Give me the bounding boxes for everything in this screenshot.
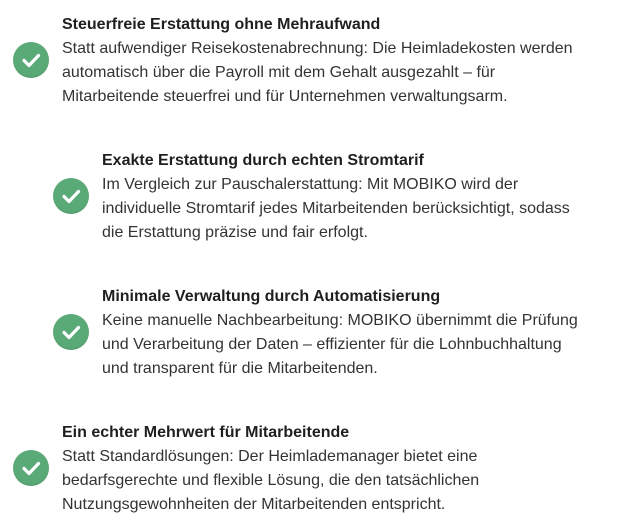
feature-description-line: automatisch über die Payroll mit dem Gehalt ausgezahlt – für	[62, 64, 496, 81]
feature-description	[102, 309, 612, 381]
feature-description-line: individuelle Stromtarif jedes Mitarbeitenden berücksichtigt, sodass	[102, 200, 570, 217]
feature-description-line: bedarfsgerechte und flexible Lösung, die den tatsächlichen	[62, 472, 480, 489]
feature-description-line: und transparent für die Mitarbeitenden.	[102, 360, 378, 377]
feature-text	[62, 421, 612, 517]
feature-description-line: Statt aufwendiger Reisekostenabrechnung: Die Heimladekosten werden	[62, 40, 573, 57]
feature-description-line: Keine manuelle Nachbearbeitung: MOBIKO übernimmt die Prüfung	[102, 312, 578, 329]
feature-title: Steuerfreie Erstattung ohne Mehraufwand	[62, 16, 381, 33]
feature-title: Exakte Erstattung durch echten Stromtarif	[102, 152, 424, 169]
feature-title: Minimale Verwaltung durch Automatisierung	[102, 288, 441, 305]
feature-description-line: Statt Standardlösungen: Der Heimlademanager bietet eine	[62, 448, 478, 465]
feature-text	[62, 13, 612, 109]
check-circle-icon	[53, 178, 89, 214]
feature-text	[102, 149, 612, 245]
feature-title: Ein echter Mehrwert für Mitarbeitende	[62, 424, 350, 441]
check-circle-icon	[53, 314, 89, 350]
check-circle-icon	[13, 42, 49, 78]
feature-description-line: Nutzungsgewohnheiten der Mitarbeitenden entspricht.	[62, 496, 446, 513]
check-circle-icon	[13, 450, 49, 486]
feature-description-line: und Verarbeitung der Daten – effizienter für die Lohnbuchhaltung	[102, 336, 562, 353]
feature-description	[62, 445, 612, 517]
feature-description	[62, 37, 612, 109]
feature-description-line: Im Vergleich zur Pauschalerstattung: Mit MOBIKO wird der	[102, 176, 519, 193]
feature-text	[102, 285, 612, 381]
feature-description	[102, 173, 612, 245]
feature-description-line: Mitarbeitende steuerfrei und für Unternehmen verwaltungsarm.	[62, 88, 508, 105]
feature-description-line: die Erstattung präzise und fair erfolgt.	[102, 224, 368, 241]
